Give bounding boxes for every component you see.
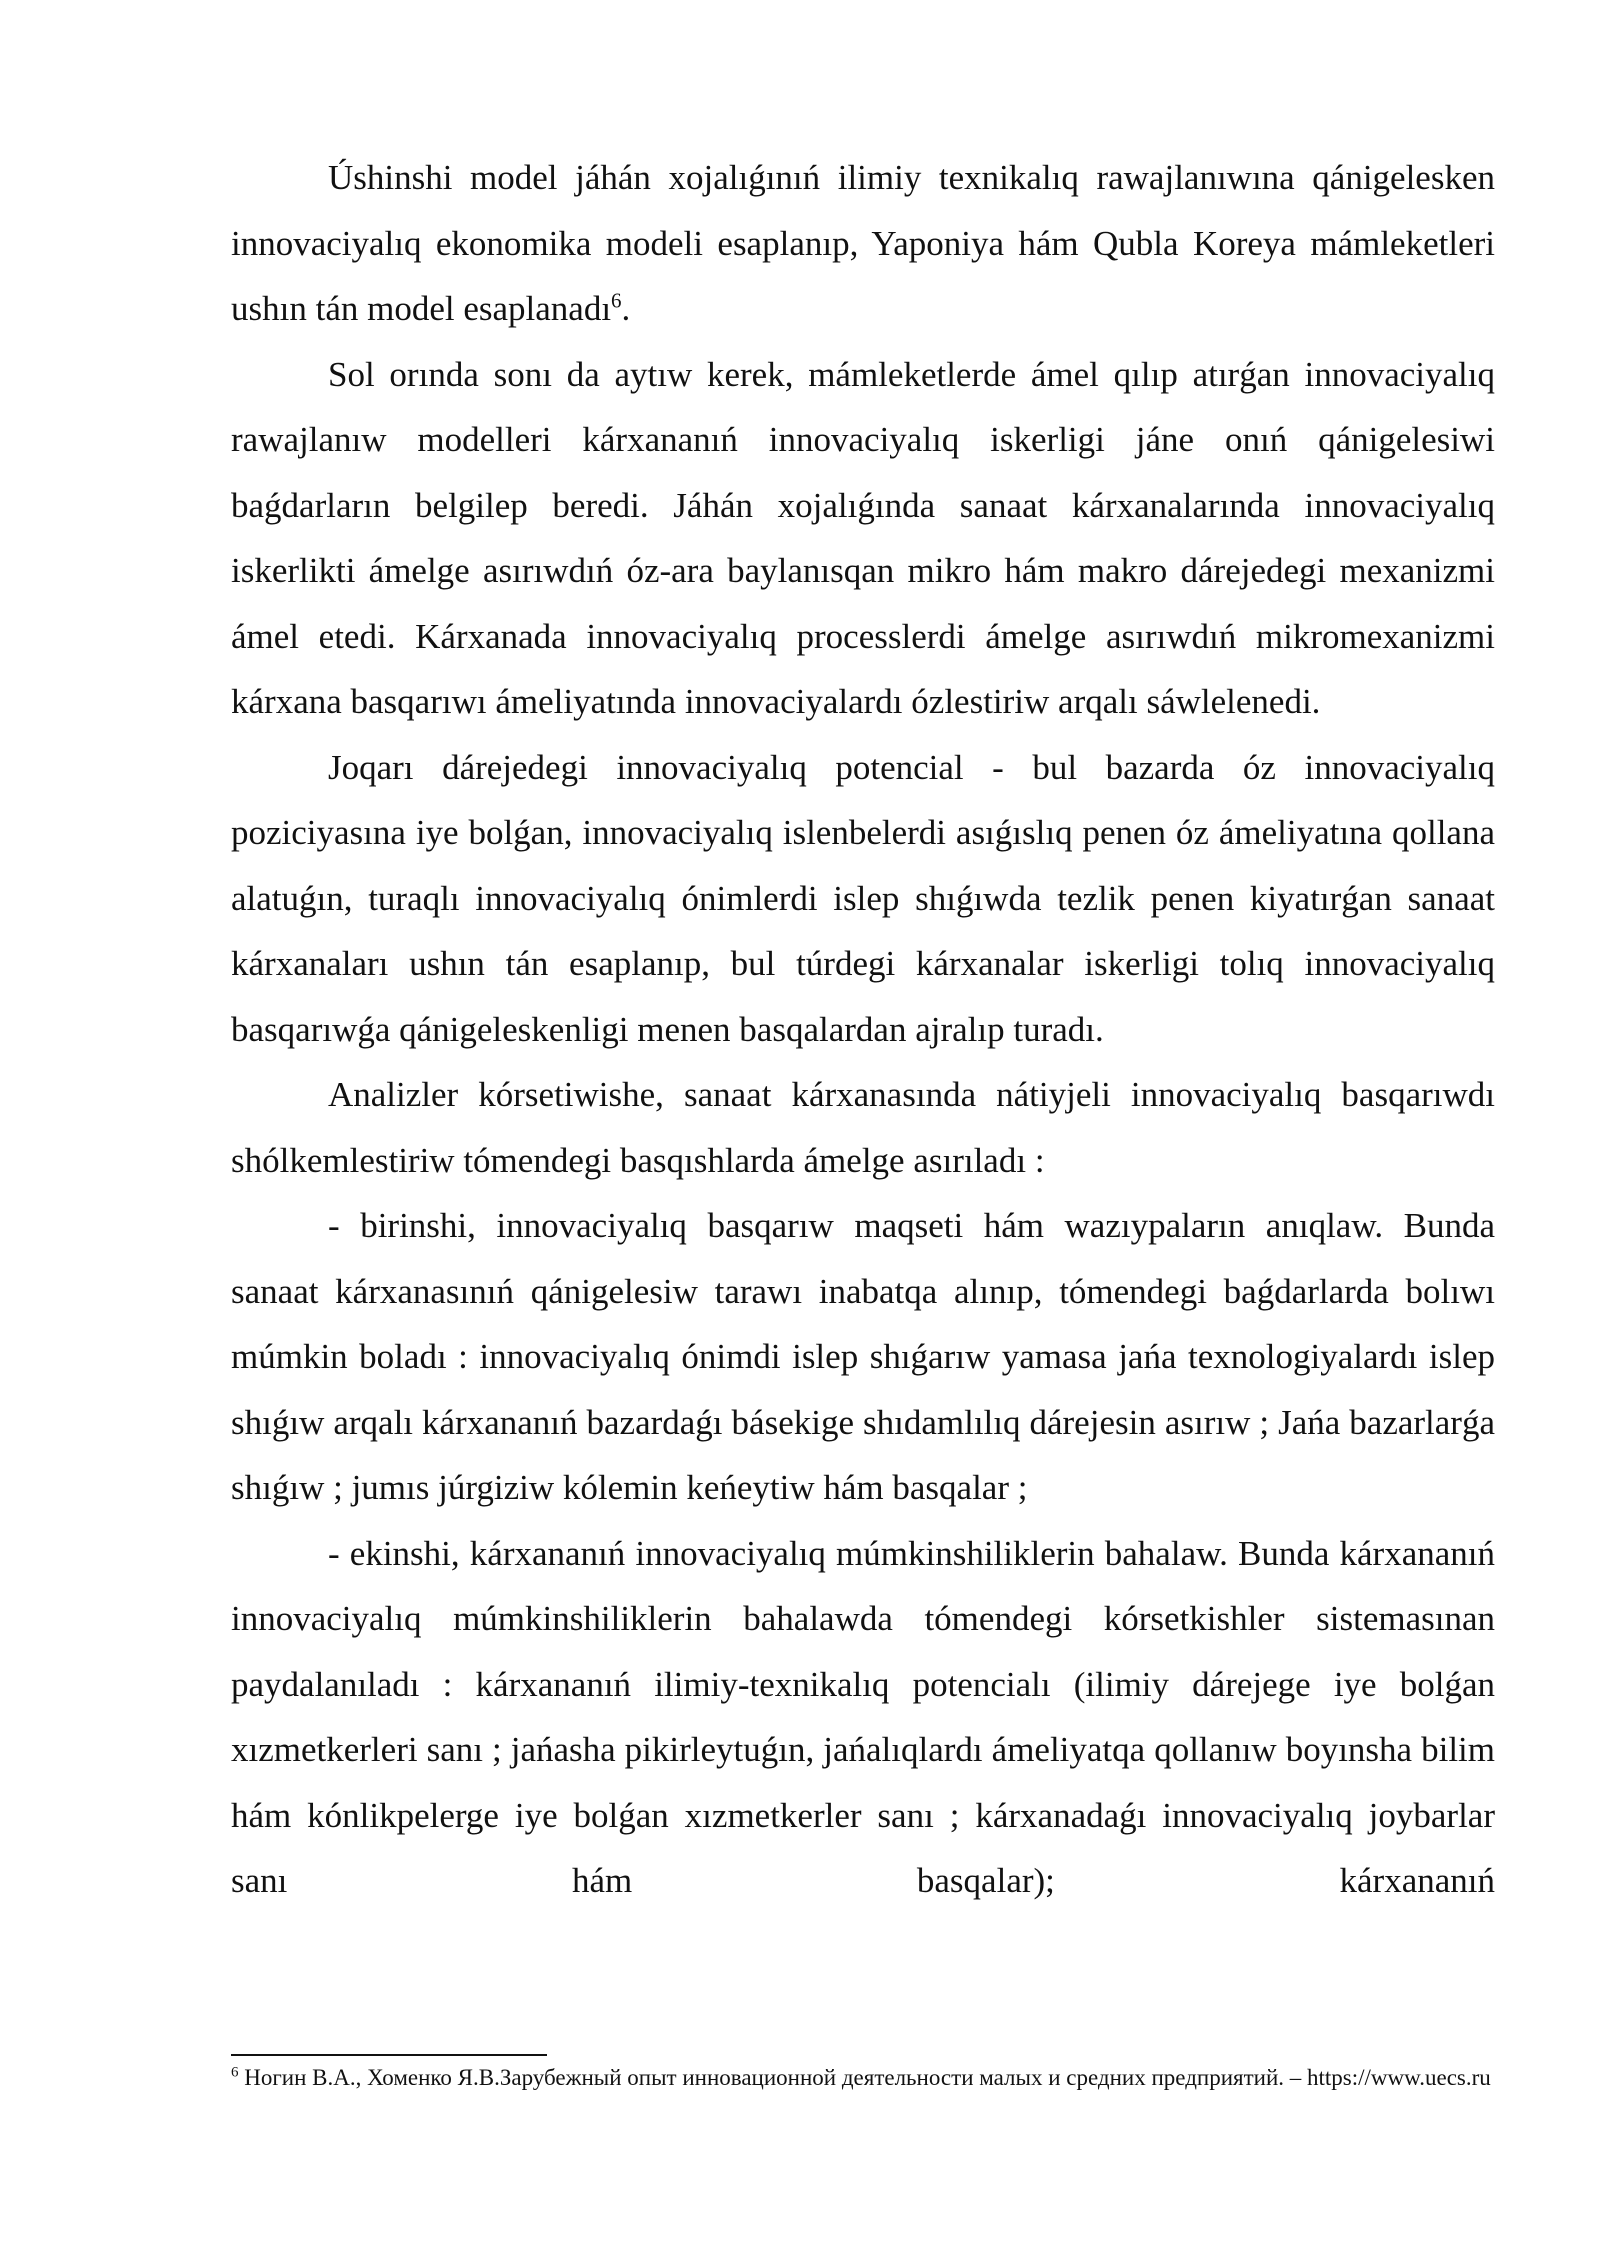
footnote-text: Ногин В.А., Хоменко Я.В.Зарубежный опыт инновационной деятельности малых и средних предприятий. – https://www.uecs.ru: [244, 2065, 1491, 2090]
paragraph-1-tail: .: [621, 289, 631, 328]
paragraph-2: Sol orında sonı da aytıw kerek, mámleketlerde ámel qılıp atırǵan innovaciyalıq rawajlanıw modelleri kárxananıń innovaciyalıq iskerligi jáne onıń qánigelesiwi baǵdarların belgilep beredi. Jáhán xojalıǵında sanaat kárxanalarında innovaciyalıq iskerlikti ámelge asırıwdıń óz-ara baylanısqan mikro hám makro dárejedegi mexanizmi ámel etedi. Kárxanada innovaciyalıq processlerdi ámelge asırıwdıń mikromexanizmi kárxana basqarıwı ámeliyatında innovaciyalardı ózlestiriw arqalı sáwlelenedi.: [231, 354, 1495, 721]
footnote-separator: [231, 2054, 547, 2056]
paragraph-6: - ekinshi, kárxananıń innovaciyalıq múmkinshiliklerin bahalaw. Bunda kárxananıń innovaciyalıq múmkinshiliklerin bahalawda tómendegi kórsetkishler sistemasınan paydalanıladı : kárxananıń ilimiy-texnikalıq potencialı (ilimiy dárejege iye bolǵan xızmetkerleri sanı ; jańasha pikirleytuǵın, jańalıqlardı ámeliyatqa qollanıw boyınsha bilim hám kónlikpelerge iye bolǵan xızmetkerler sanı ; kárxanadaǵı innovaciyalıq joybarlar sanı hám basqalar); kárxananıń: [231, 1533, 1495, 1900]
paragraph-4: Analizler kórsetiwishe, sanaat kárxanasında nátiyjeli innovaciyalıq basqarıwdı shólkemlestiriw tómendegi basqıshlarda ámelge asırıladı :: [231, 1075, 1495, 1180]
paragraph-5: - birinshi, innovaciyalıq basqarıw maqseti hám wazıypaların anıqlaw. Bunda sanaat kárxanasınıń qánigelesiw tarawı inabatqa alınıp, tómendegi baǵdarlarda bolıwı múmkin boladı : innovaciyalıq ónimdi islep shıǵarıw yamasa jańa texnologiyalardı islep shıǵıw arqalı kárxananıń bazardaǵı básekige shıdamlılıq dárejesin asırıw ; Jańa bazarlarǵa shıǵıw ; jumıs júrgiziw kólemin keńeytiw hám basqalar ;: [231, 1206, 1495, 1507]
footnote: [231, 2060, 1495, 2096]
footnote-reference[interactable]: 6: [611, 288, 622, 313]
paragraph-3: Joqarı dárejedegi innovaciyalıq potencial - bul bazarda óz innovaciyalıq poziciyasına iye bolǵan, innovaciyalıq islenbelerdi asıǵıslıq penen óz ámeliyatına qollana alatuǵın, turaqlı innovaciyalıq ónimlerdi islep shıǵıwda tezlik penen kiyatırǵan sanaat kárxanaları ushın tán esaplanıp, bul túrdegi kárxanalar iskerligi tolıq innovaciyalıq basqarıwǵa qánigeleskenligi menen basqalardan ajralıp turadı.: [231, 747, 1495, 1049]
body-text: [231, 145, 1495, 1914]
paragraph-1: [231, 145, 1495, 342]
paragraph-1-text: Úshinshi model jáhán xojalıǵınıń ilimiy texnikalıq rawajlanıwına qánigelesken innovaciyalıq ekonomika modeli esaplanıp, Yaponiya hám Qubla Koreya mámleketleri ushın tán model esaplanadı: [231, 158, 1495, 328]
footnote-number: 6: [231, 2064, 239, 2081]
